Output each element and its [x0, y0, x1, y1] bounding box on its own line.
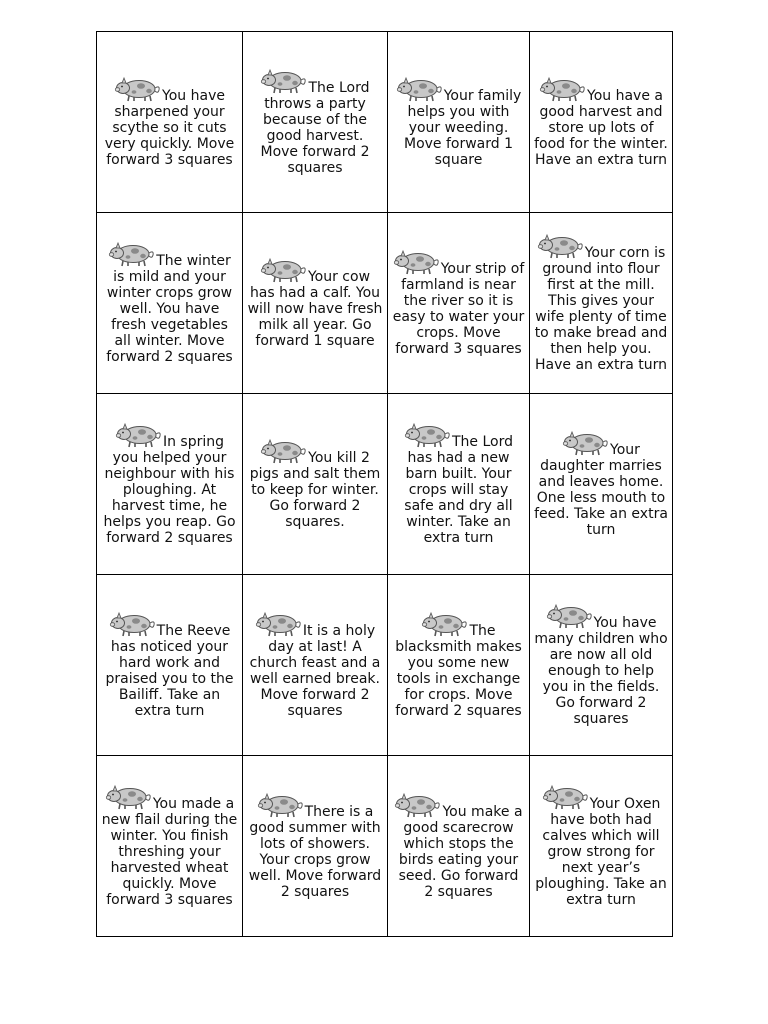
pig-icon: [255, 611, 303, 637]
card-grid: [96, 31, 673, 937]
pig-icon: [115, 422, 163, 448]
card-text: There is a good summer with lots of showers. Your crops grow well. Move forward 2 squares: [248, 804, 382, 900]
card-text: You have many children who are now all old enough to help you in the fields. Go forward 2 squares: [534, 615, 668, 727]
pig-icon: [105, 784, 153, 810]
card-text: Your cow has had a calf. You will now have fresh milk all year. Go forward 1 square: [247, 269, 383, 349]
card: [530, 32, 673, 213]
card-text: The Reeve has noticed your hard work and praised you to the Bailiff. Take an extra turn: [105, 623, 234, 719]
card: [97, 575, 243, 756]
card: [530, 756, 673, 937]
card-text: The winter is mild and your winter crops grow well. You have fresh vegetables all winter. Move forward 2 squares: [106, 253, 233, 365]
card-row: [97, 756, 673, 937]
card: [243, 394, 388, 575]
pig-icon: [260, 257, 308, 283]
pig-icon: [109, 611, 157, 637]
card: [97, 756, 243, 937]
card: [388, 575, 530, 756]
card: [530, 394, 673, 575]
card-text: You have sharpened your scythe so it cuts very quickly. Move forward 3 squares: [104, 88, 235, 168]
card-row: [97, 213, 673, 394]
card-text: Your corn is ground into flour first at the mill. This gives your wife plenty of time to make bread and then help you. Have an extra turn: [534, 245, 668, 373]
pig-icon: [108, 241, 156, 267]
card-text: The Lord throws a party because of the good harvest. Move forward 2 squares: [260, 80, 370, 176]
card: [530, 575, 673, 756]
card-row: [97, 32, 673, 213]
card-text: You kill 2 pigs and salt them to keep for winter. Go forward 2 squares.: [249, 450, 381, 530]
pig-icon: [114, 76, 162, 102]
card-text: You make a good scarecrow which stops the birds eating your seed. Go forward 2 squares: [398, 804, 523, 900]
pig-icon: [404, 422, 452, 448]
pig-icon: [260, 438, 308, 464]
card: [243, 32, 388, 213]
card: [97, 32, 243, 213]
pig-icon: [542, 784, 590, 810]
pig-icon: [539, 76, 587, 102]
card: [97, 213, 243, 394]
pig-icon: [257, 792, 305, 818]
card-text: It is a holy day at last! A church feast and a well earned break. Move forward 2 squares: [249, 623, 381, 719]
card-text: Your family helps you with your weeding. Move forward 1 square: [403, 88, 522, 168]
card-text: In spring you helped your neighbour with his ploughing. At harvest time, he helps you reap. Go forward 2 squares: [103, 434, 236, 546]
card: [243, 575, 388, 756]
card-text: The blacksmith makes you some new tools in exchange for crops. Move forward 2 squares: [395, 623, 522, 719]
card-text: You have a good harvest and store up lots of food for the winter. Have an extra turn: [534, 88, 668, 168]
card: [388, 394, 530, 575]
pig-icon: [394, 792, 442, 818]
card: [97, 394, 243, 575]
card-text: The Lord has had a new barn built. Your crops will stay safe and dry all winter. Take an extra turn: [404, 434, 513, 546]
pig-icon: [260, 68, 308, 94]
card: [388, 32, 530, 213]
card-row: [97, 575, 673, 756]
card-text: Your Oxen have both had calves which will grow strong for next year’s ploughing. Take an extra turn: [535, 796, 667, 908]
card-text: Your strip of farmland is near the river so it is easy to water your crops. Move forward 3 squares: [392, 261, 525, 357]
pig-icon: [562, 430, 610, 456]
card: [388, 756, 530, 937]
pig-icon: [546, 603, 594, 629]
card: [530, 213, 673, 394]
pig-icon: [421, 611, 469, 637]
pig-icon: [396, 76, 444, 102]
pig-icon: [537, 233, 585, 259]
card: [388, 213, 530, 394]
card-text: Your daughter marries and leaves home. One less mouth to feed. Take an extra turn: [534, 442, 668, 538]
card: [243, 756, 388, 937]
card-row: [97, 394, 673, 575]
card-sheet: [96, 31, 672, 933]
card-text: You made a new flail during the winter. You finish threshing your harvested wheat quickly. Move forward 3 squares: [101, 796, 238, 908]
pig-icon: [393, 249, 441, 275]
card: [243, 213, 388, 394]
